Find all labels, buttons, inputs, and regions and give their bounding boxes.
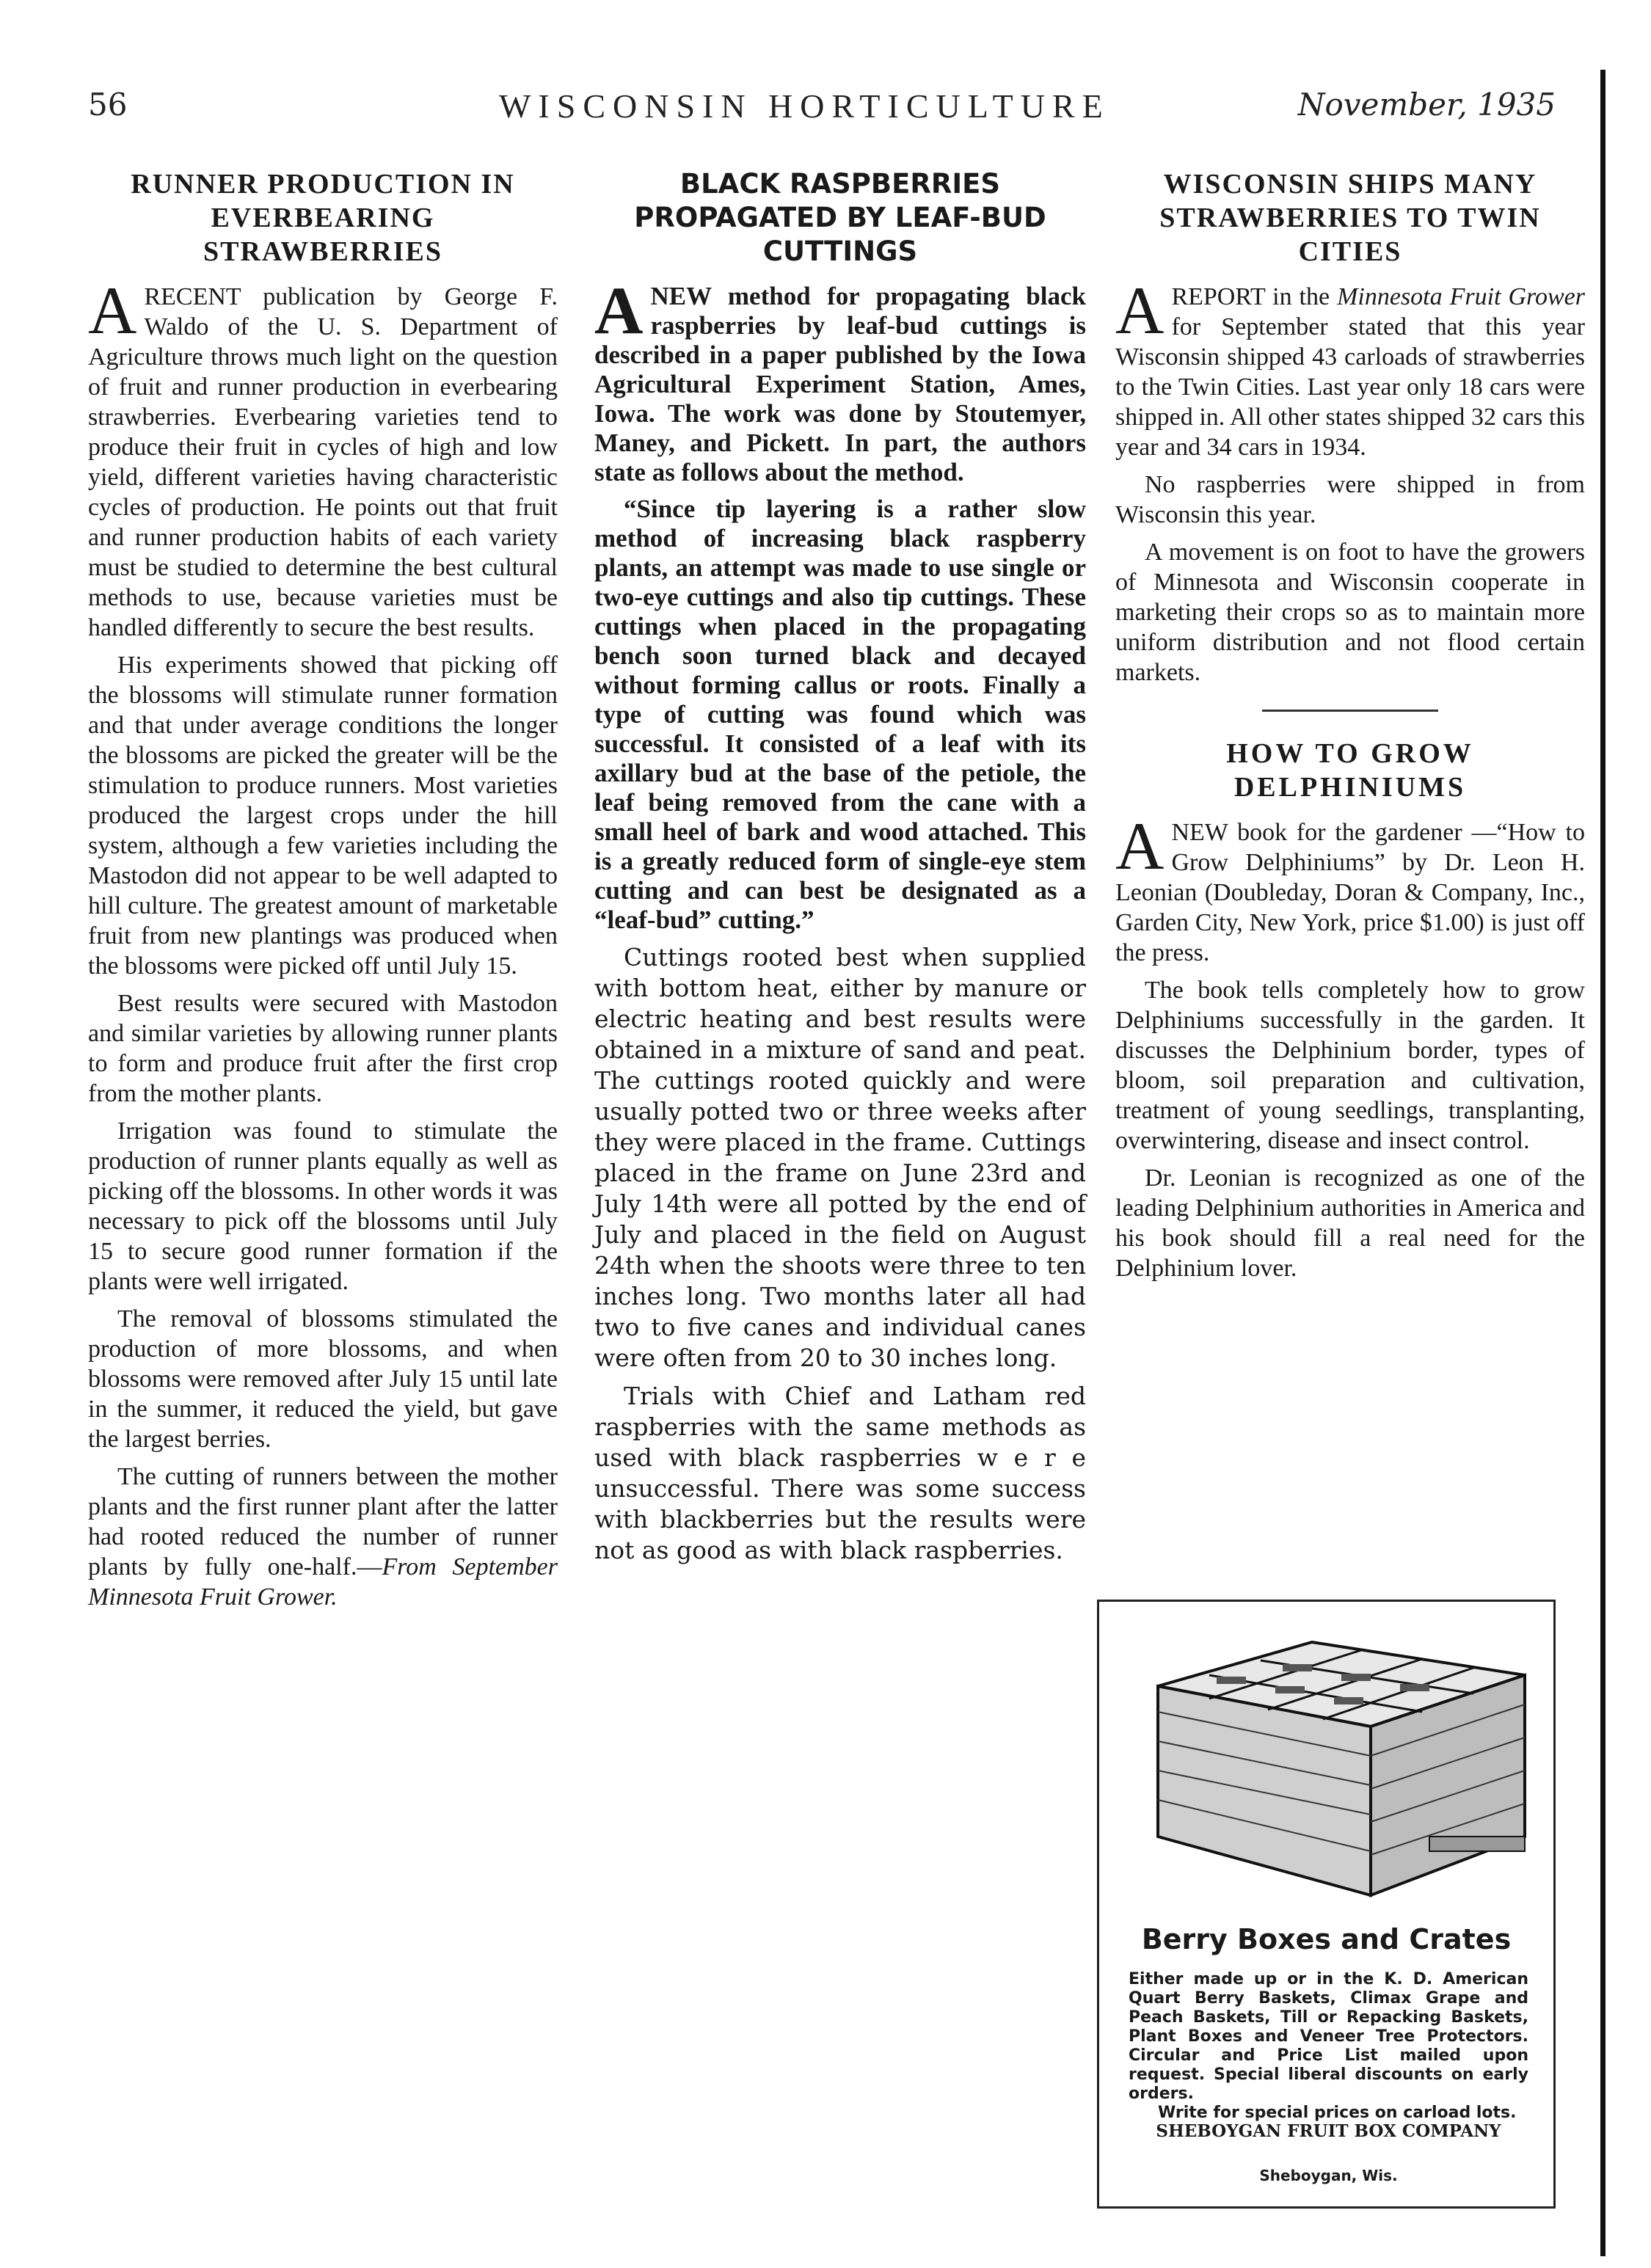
article-paragraph: “Since tip layering is a rather slow method of increasing black raspberry plants, an attempt was made to use single or two-eye cuttings and also tip cuttings. These cuttings when placed in the propagating bench soon turned black and decayed without forming callus or roots. Finally a type of cutting was found which was successful. It consisted of a leaf with its axillary bud at the base of the petiole, the leaf being removed from the cane with a small heel of bark and wood attached. This is a greatly reduced form of single-eye stem cutting and can best be designated as a “leaf-bud” cutting.” bbox=[594, 495, 1086, 934]
paragraph-text: The cutting of runners between the mother plants and the first runner plant after the latter had rooted reduced the number of runner plants by fully one-half.— bbox=[88, 1463, 558, 1580]
article-paragraph: His experiments showed that picking off the blossoms will stimulate runner formation and that under average conditions the longer the blossoms are picked the greater will be the stimulation to produce runners. Most varieties produced the largest crops under the hill system, although a few varieties including the Mastodon did not appear to be well adapted to hill culture. The greatest amount of marketable fruit from new plantings was produced when the blossoms were picked off until July 15. bbox=[88, 652, 558, 980]
section-divider bbox=[1262, 710, 1438, 712]
paragraph-text: for September stated that this year Wisconsin shipped 43 carloads of strawberries to the Twin Cities. Last year only 18 cars were shipped in. All other states shipped 32 cars this year and 34 cars in 1934. bbox=[1115, 313, 1585, 461]
article-paragraph: The book tells completely how to grow Delphiniums successfully in the garden. It discusses the Delphinium border, types of bloom, soil preparation and cultivation, treatment of young seedlings, transplanting, overwintering, disease and insect control. bbox=[1115, 977, 1585, 1154]
issue-date: November, 1935 bbox=[1297, 87, 1556, 123]
article-heading-wisconsin-ships: WISCONSIN SHIPS MANY STRAWBERRIES TO TWIN CITIES bbox=[1159, 169, 1541, 267]
magazine-title: WISCONSIN HORTICULTURE bbox=[499, 87, 1110, 125]
column-2 bbox=[594, 167, 1086, 1573]
right-margin-rule bbox=[1600, 70, 1606, 2256]
article-paragraph: Cuttings rooted best when supplied with bottom heat, either by manure or electric heating and best results were obtained in a mixture of sand and peat. The cuttings rooted quickly and were usually potted two or three weeks after they were placed in the frame. Cuttings placed in the frame on June 23rd and July 14th were all potted by the end of July and placed in the field on August 24th when the shoots were three to ten inches long. Two months later all had two to five canes and individual canes were often from 20 to 30 inches long. bbox=[594, 943, 1086, 1372]
article-paragraph: Best results were secured with Mastodon and similar varieties by allowing runner plants to form and produce fruit after the first crop from the mother plants. bbox=[88, 990, 558, 1107]
article-heading-delphiniums: HOW TO GROW DELPHINIUMS bbox=[1226, 738, 1474, 803]
paragraph-text: REPORT in the bbox=[1171, 283, 1338, 310]
article-paragraph bbox=[594, 273, 1086, 487]
article-paragraph: Dr. Leonian is recognized as one of the leading Delphinium authorities in America and his book should fill a real need for the Delphinium lover. bbox=[1115, 1164, 1585, 1282]
article-paragraph bbox=[1115, 809, 1585, 968]
article-paragraph bbox=[88, 1462, 558, 1612]
drop-cap: A bbox=[594, 273, 644, 348]
page-number: 56 bbox=[88, 87, 128, 123]
ad-body-text-2: Write for special prices on carload lots. bbox=[1158, 2104, 1517, 2122]
ad-title: Berry Boxes and Crates bbox=[1141, 1923, 1512, 1955]
drop-cap: A bbox=[1115, 809, 1165, 883]
paragraph-text: RECENT publication by George F. Waldo of the U. S. Department of Agriculture throws much light on the question of fruit and runner production in everbearing strawberries. Everbearing varieties tend to produce their fruit in cycles of high and low yield, different varieties having characteristic cycles of production. He points out that fruit and runner production habits of each variety must be studied to determine the best cultural methods to use, because varieties must be handled differently to secure the best results. bbox=[88, 283, 558, 641]
article-paragraph: Irrigation was found to stimulate the production of runner plants equally as well as picking off the blossoms. In other words it was necessary to pick off the blossoms until July 15 to secure good runner formation if the plants were well irrigated. bbox=[88, 1117, 558, 1295]
berry-boxes-advertisement bbox=[1097, 1600, 1556, 2209]
article-paragraph bbox=[1115, 273, 1586, 462]
paragraph-text: NEW method for propagating black raspberries by leaf-bud cuttings is described in a paper published by the Iowa Agricultural Experiment Station, Ames, Iowa. The work was done by Stoutemyer, Maney, and Pickett. In part, the authors state as follows about the method. bbox=[594, 282, 1086, 486]
ad-city: Sheboygan, Wis. bbox=[1259, 2167, 1398, 2184]
article-paragraph: A movement is on foot to have the growers of Minnesota and Wisconsin cooperate in marketing their crops so as to maintain more uniform distribution and not flood certain markets. bbox=[1115, 539, 1585, 686]
article-paragraph: The removal of blossoms stimulated the production of more blossoms, and when blossoms were removed after July 15 until late in the summer, it reduced the yield, but gave the largest berries. bbox=[88, 1305, 558, 1453]
column-3 bbox=[1115, 167, 1585, 1291]
article-paragraph: Trials with Chief and Latham red raspberries with the same methods as used with black raspberries w e r e unsuccessful. There was some success with blackberries but the results were not as good as with black raspberries. bbox=[594, 1382, 1086, 1564]
page-header bbox=[88, 87, 1556, 138]
article-heading-black-raspberries: BLACK RASPBERRIES PROPAGATED BY LEAF-BUD CUTTINGS bbox=[634, 168, 1046, 267]
ad-body bbox=[1129, 1970, 1528, 2123]
ad-company: SHEBOYGAN FRUIT BOX COMPANY bbox=[1156, 2121, 1501, 2141]
article-paragraph: No raspberries were shipped in from Wisconsin this year. bbox=[1115, 471, 1585, 528]
column-1 bbox=[88, 167, 558, 1619]
paragraph-text: NEW book for the gardener —“How to Grow Delphiniums” by Dr. Leon H. Leonian (Doubleday, Doran & Company, Inc., Garden City, New York, price $1.00) is just off the press. bbox=[1115, 819, 1585, 966]
berry-crate-illustration bbox=[1129, 1616, 1528, 1910]
article-source: From September Minnesota Fruit Grower. bbox=[88, 1553, 558, 1611]
ad-body-text: Either made up or in the K. D. American Quart Berry Baskets, Climax Grape and Peach Baskets, Till or Repacking Baskets, Plant Boxes and Veneer Tree Protectors. Circular and Price List mailed upon request. Special liberal discounts on early orders. bbox=[1129, 1970, 1528, 2103]
article-paragraph bbox=[88, 273, 558, 643]
drop-cap: A bbox=[88, 273, 137, 348]
publication-title: Minnesota Fruit Grower bbox=[1337, 283, 1586, 310]
drop-cap: A bbox=[1115, 273, 1165, 348]
article-heading-runner-production: RUNNER PRODUCTION IN EVERBEARING STRAWBERRIES bbox=[131, 169, 515, 267]
